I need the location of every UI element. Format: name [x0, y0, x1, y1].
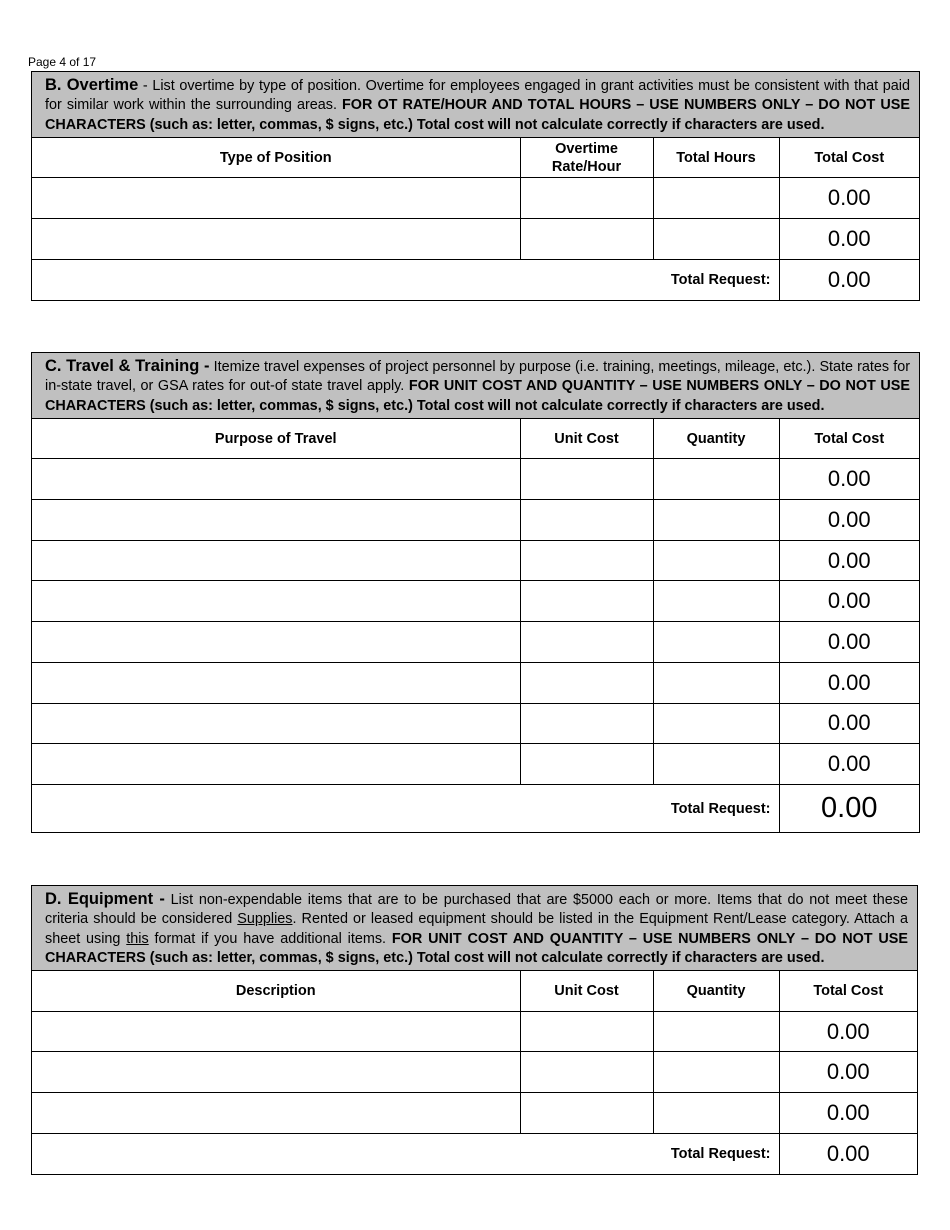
table-row [32, 703, 919, 744]
total-cost-value: 0.00 [779, 622, 919, 663]
col-total-cost: Total Cost [779, 971, 917, 1011]
unit-cost-field[interactable] [520, 703, 653, 744]
table-row [32, 1011, 917, 1052]
unit-cost-field[interactable] [520, 744, 653, 785]
table-row [32, 219, 919, 260]
total-cost-value: 0.00 [779, 703, 919, 744]
page-number: Page 4 of 17 [28, 55, 97, 69]
purpose-field[interactable] [32, 581, 520, 622]
quantity-field[interactable] [653, 581, 779, 622]
col-unit-cost: Unit Cost [520, 419, 653, 459]
purpose-field[interactable] [32, 662, 520, 703]
col-quantity: Quantity [653, 419, 779, 459]
col-quantity: Quantity [653, 971, 779, 1011]
table-row [32, 744, 919, 785]
quantity-field[interactable] [653, 1093, 779, 1134]
total-request-value: 0.00 [779, 784, 919, 832]
type-of-position-field[interactable] [32, 178, 520, 219]
travel-header [32, 353, 919, 419]
description-field[interactable] [32, 1093, 520, 1134]
col-total-hours: Total Hours [653, 138, 779, 178]
purpose-field[interactable] [32, 459, 520, 500]
equipment-table [32, 971, 917, 1174]
quantity-field[interactable] [653, 459, 779, 500]
travel-table [32, 419, 919, 833]
total-cost-value: 0.00 [779, 219, 919, 260]
equipment-note: FOR UNIT COST AND QUANTITY – USE NUMBERS ONLY – DO NOT USE CHARACTERS (such as: letter, commas, $ signs, etc.) Total cost will not calculate correctly if characters are used. [45, 930, 908, 966]
travel-title: C. Travel & Training - [45, 357, 210, 375]
total-cost-value: 0.00 [779, 1052, 917, 1093]
purpose-field[interactable] [32, 622, 520, 663]
total-request-row [32, 784, 919, 832]
purpose-field[interactable] [32, 703, 520, 744]
table-row [32, 662, 919, 703]
equipment-header [32, 886, 917, 971]
total-request-value: 0.00 [779, 259, 919, 300]
overtime-rate-field[interactable] [520, 219, 653, 260]
travel-note: FOR UNIT COST AND QUANTITY – USE NUMBERS ONLY – DO NOT USE CHARACTERS (such as: letter, commas, $ signs, etc.) Total cost will not calculate correctly if characters are used. [45, 378, 910, 414]
overtime-sep: - [138, 78, 153, 94]
equipment-desc-2: . Rented or leased equipment should be listed in the Equipment Rent/Lease category. Attach a sheet using [45, 911, 908, 947]
unit-cost-field[interactable] [520, 1052, 653, 1093]
total-hours-field[interactable] [653, 219, 779, 260]
quantity-field[interactable] [653, 500, 779, 541]
col-unit-cost: Unit Cost [520, 971, 653, 1011]
overtime-note: FOR OT RATE/HOUR AND TOTAL HOURS – USE NUMBERS ONLY – DO NOT USE CHARACTERS (such as: letter, commas, $ signs, etc.) Total cost will not calculate correctly if characters are used. [45, 97, 910, 133]
total-request-row [32, 1133, 917, 1174]
table-row [32, 540, 919, 581]
description-field[interactable] [32, 1052, 520, 1093]
total-request-value: 0.00 [779, 1133, 917, 1174]
purpose-field[interactable] [32, 500, 520, 541]
quantity-field[interactable] [653, 662, 779, 703]
total-cost-value: 0.00 [779, 581, 919, 622]
total-cost-value: 0.00 [779, 1093, 917, 1134]
overtime-desc: List overtime by type of position. Overtime for employees engaged in grant activities must be consistent with that paid for similar work within the surrounding areas. [45, 78, 911, 114]
table-row [32, 459, 919, 500]
this-format-link[interactable]: this [126, 930, 149, 947]
col-description: Description [32, 971, 520, 1011]
unit-cost-field[interactable] [520, 540, 653, 581]
overtime-table [32, 138, 919, 300]
quantity-field[interactable] [653, 703, 779, 744]
total-request-label: Total Request: [32, 259, 779, 300]
overtime-rate-field[interactable] [520, 178, 653, 219]
quantity-field[interactable] [653, 540, 779, 581]
quantity-field[interactable] [653, 622, 779, 663]
total-cost-value: 0.00 [779, 459, 919, 500]
table-row [32, 581, 919, 622]
total-cost-value: 0.00 [779, 178, 919, 219]
overtime-section [31, 71, 920, 301]
quantity-field[interactable] [653, 1011, 779, 1052]
total-cost-value: 0.00 [779, 500, 919, 541]
table-row [32, 1052, 917, 1093]
total-request-row [32, 259, 919, 300]
total-cost-value: 0.00 [779, 1011, 917, 1052]
total-cost-value: 0.00 [779, 662, 919, 703]
table-row [32, 178, 919, 219]
purpose-field[interactable] [32, 744, 520, 785]
total-cost-value: 0.00 [779, 540, 919, 581]
unit-cost-field[interactable] [520, 1093, 653, 1134]
purpose-field[interactable] [32, 540, 520, 581]
unit-cost-field[interactable] [520, 459, 653, 500]
description-field[interactable] [32, 1011, 520, 1052]
col-purpose-of-travel: Purpose of Travel [32, 419, 520, 459]
overtime-title: B. Overtime [45, 76, 139, 94]
equipment-desc-3: format if you have additional items. [148, 930, 392, 947]
col-overtime-rate: Overtime Rate/Hour [520, 138, 653, 178]
total-request-label: Total Request: [32, 784, 779, 832]
total-request-label: Total Request: [32, 1133, 779, 1174]
col-type-of-position: Type of Position [32, 138, 520, 178]
table-row [32, 622, 919, 663]
total-cost-value: 0.00 [779, 744, 919, 785]
unit-cost-field[interactable] [520, 500, 653, 541]
col-total-cost: Total Cost [779, 419, 919, 459]
equipment-section [31, 885, 918, 1175]
quantity-field[interactable] [653, 744, 779, 785]
unit-cost-field[interactable] [520, 581, 653, 622]
equipment-desc-1: List non-expendable items that are to be purchased that are $5000 each or more. Items that do not meet these criteria should be considered [45, 892, 908, 928]
quantity-field[interactable] [653, 1052, 779, 1093]
unit-cost-field[interactable] [520, 622, 653, 663]
unit-cost-field[interactable] [520, 1011, 653, 1052]
overtime-header [32, 72, 919, 138]
travel-desc: Itemize travel expenses of project personnel by purpose (i.e. training, meetings, mileage, etc.). State rates for in-state travel, or GSA rates for out-of state travel apply. [45, 359, 911, 395]
table-row [32, 500, 919, 541]
type-of-position-field[interactable] [32, 219, 520, 260]
table-row [32, 1093, 917, 1134]
equipment-title: D. Equipment - [45, 890, 165, 908]
col-total-cost: Total Cost [779, 138, 919, 178]
unit-cost-field[interactable] [520, 662, 653, 703]
travel-section [31, 352, 920, 833]
supplies-link[interactable]: Supplies [237, 911, 293, 928]
total-hours-field[interactable] [653, 178, 779, 219]
